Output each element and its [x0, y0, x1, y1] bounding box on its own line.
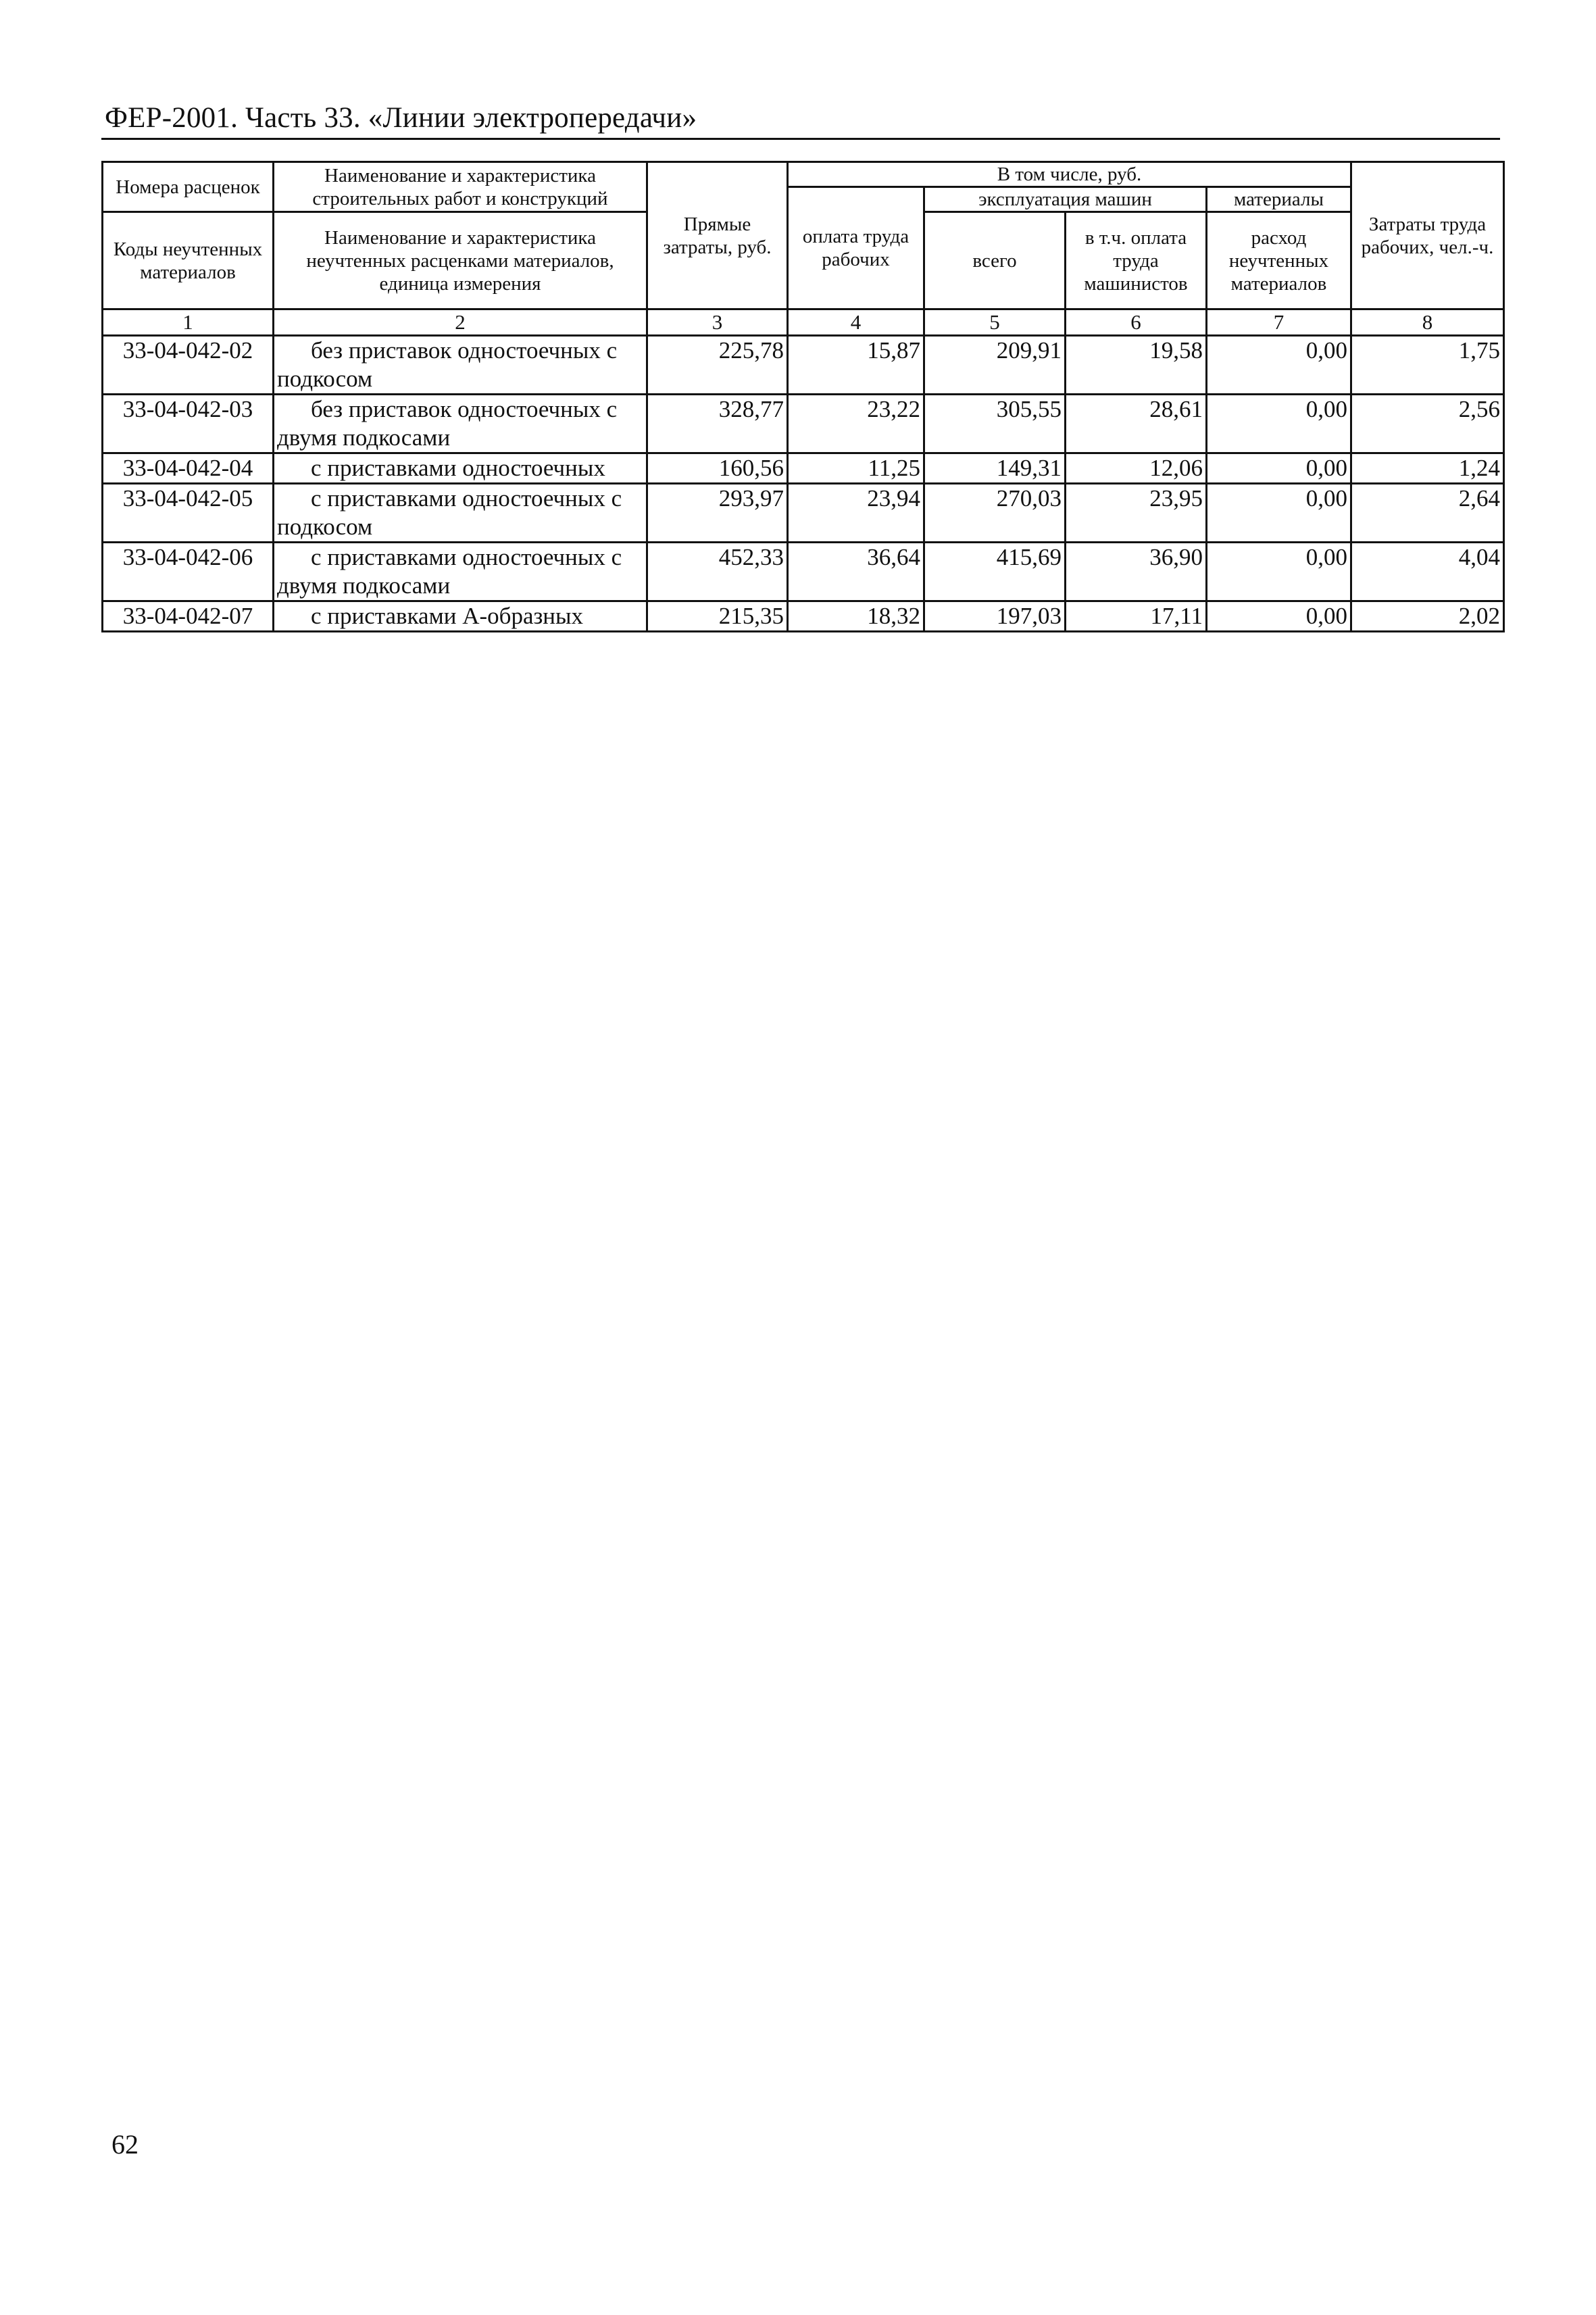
work-name-first: с приставками А-образных [311, 603, 584, 629]
work-name-rest: двумя подкосами [277, 572, 451, 599]
direct-costs: 293,97 [647, 484, 788, 543]
column-index: 7 [1207, 309, 1351, 336]
page-number: 62 [111, 2129, 139, 2160]
direct-costs: 160,56 [647, 453, 788, 484]
machines-total: 197,03 [924, 601, 1066, 632]
labor-pay: 18,32 [788, 601, 924, 632]
machinists-pay: 23,95 [1066, 484, 1207, 543]
work-name [274, 543, 647, 601]
direct-costs: 328,77 [647, 395, 788, 453]
header-including: В том числе, руб. [788, 162, 1351, 187]
rate-code: 33-04-042-05 [103, 484, 274, 543]
labor-hours: 2,56 [1351, 395, 1504, 453]
labor-pay: 23,22 [788, 395, 924, 453]
direct-costs: 215,35 [647, 601, 788, 632]
header-unaccounted-materials: расход неучтенных материалов [1207, 212, 1351, 309]
work-name [274, 601, 647, 632]
machinists-pay: 17,11 [1066, 601, 1207, 632]
work-name-rest: подкосом [277, 366, 373, 392]
labor-hours: 1,75 [1351, 336, 1504, 395]
work-name-first: без приставок одностоечных с [311, 396, 618, 422]
work-name-rest: подкосом [277, 514, 373, 540]
machinists-pay: 36,90 [1066, 543, 1207, 601]
table-body [103, 336, 1504, 632]
header-material-names: Наименование и характеристика неучтенных расценками материалов, единица измерения [274, 212, 647, 309]
labor-pay: 36,64 [788, 543, 924, 601]
header-machinists-pay: в т.ч. оплата труда машинистов [1066, 212, 1207, 309]
work-name [274, 336, 647, 395]
table-row [103, 601, 1504, 632]
column-index: 5 [924, 309, 1066, 336]
machines-total: 209,91 [924, 336, 1066, 395]
labor-hours: 2,02 [1351, 601, 1504, 632]
labor-hours: 4,04 [1351, 543, 1504, 601]
machines-total: 149,31 [924, 453, 1066, 484]
work-name-first: без приставок одностоечных с [311, 337, 618, 364]
table-row [103, 484, 1504, 543]
labor-hours: 1,24 [1351, 453, 1504, 484]
rate-code: 33-04-042-02 [103, 336, 274, 395]
machines-total: 305,55 [924, 395, 1066, 453]
table-row [103, 395, 1504, 453]
column-index: 8 [1351, 309, 1504, 336]
direct-costs: 452,33 [647, 543, 788, 601]
machinists-pay: 28,61 [1066, 395, 1207, 453]
direct-costs: 225,78 [647, 336, 788, 395]
work-name-first: с приставками одностоечных [311, 455, 605, 481]
materials-cost: 0,00 [1207, 543, 1351, 601]
column-index: 2 [274, 309, 647, 336]
title-rule [101, 138, 1500, 140]
rate-code: 33-04-042-04 [103, 453, 274, 484]
rate-code: 33-04-042-03 [103, 395, 274, 453]
machinists-pay: 19,58 [1066, 336, 1207, 395]
header-machines-total: всего [924, 212, 1066, 309]
column-index: 3 [647, 309, 788, 336]
rates-table [101, 161, 1505, 632]
table-row [103, 453, 1504, 484]
work-name [274, 484, 647, 543]
header-direct-costs: Прямые затраты, руб. [647, 162, 788, 309]
table-row [103, 336, 1504, 395]
machines-total: 415,69 [924, 543, 1066, 601]
work-name-rest: двумя подкосами [277, 424, 451, 451]
header-materials-group: материалы [1207, 187, 1351, 212]
header-machines-group: эксплуатация машин [924, 187, 1207, 212]
column-index: 1 [103, 309, 274, 336]
machines-total: 270,03 [924, 484, 1066, 543]
table-header [103, 162, 1504, 336]
materials-cost: 0,00 [1207, 484, 1351, 543]
column-index-row [103, 309, 1504, 336]
labor-hours: 2,64 [1351, 484, 1504, 543]
table-row [103, 543, 1504, 601]
labor-pay: 15,87 [788, 336, 924, 395]
materials-cost: 0,00 [1207, 395, 1351, 453]
labor-pay: 23,94 [788, 484, 924, 543]
labor-pay: 11,25 [788, 453, 924, 484]
machinists-pay: 12,06 [1066, 453, 1207, 484]
materials-cost: 0,00 [1207, 336, 1351, 395]
materials-cost: 0,00 [1207, 601, 1351, 632]
header-labor-pay: оплата труда рабочих [788, 187, 924, 309]
document-title: ФЕР-2001. Часть 33. «Линии электропередачи» [105, 102, 697, 134]
column-index: 4 [788, 309, 924, 336]
header-labor-hours: Затраты труда рабочих, чел.-ч. [1351, 162, 1504, 309]
column-index: 6 [1066, 309, 1207, 336]
work-name [274, 395, 647, 453]
work-name-first: с приставками одностоечных с [311, 544, 622, 570]
work-name-first: с приставками одностоечных с [311, 485, 622, 512]
header-work-name: Наименование и характеристика строительных работ и конструкций [274, 162, 647, 212]
work-name [274, 453, 647, 484]
rate-code: 33-04-042-07 [103, 601, 274, 632]
rate-code: 33-04-042-06 [103, 543, 274, 601]
materials-cost: 0,00 [1207, 453, 1351, 484]
header-material-codes: Коды неучтенных материалов [103, 212, 274, 309]
header-rate-numbers: Номера расценок [103, 162, 274, 212]
